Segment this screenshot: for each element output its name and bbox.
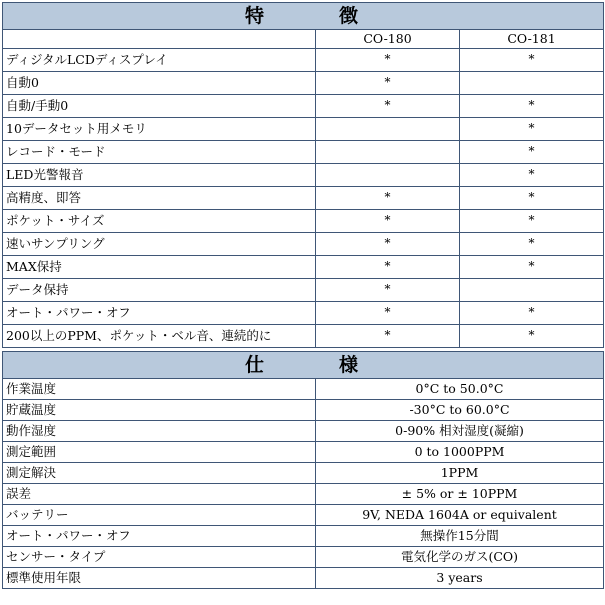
- spec-value: 0-90% 相対湿度(凝縮): [316, 421, 604, 442]
- feature-label: 自動/手動0: [3, 95, 316, 118]
- features-header-row: [3, 3, 604, 30]
- spec-value: -30°C to 60.0°C: [316, 400, 604, 421]
- spec-value: 0°C to 50.0°C: [316, 379, 604, 400]
- feature-row: [3, 256, 604, 279]
- specs-title: 仕 様: [3, 352, 604, 379]
- feature-mark-co180: *: [316, 72, 460, 95]
- spec-label: 貯蔵温度: [3, 400, 316, 421]
- spec-row: [3, 484, 604, 505]
- feature-row: [3, 210, 604, 233]
- spec-row: [3, 568, 604, 589]
- spec-row: [3, 505, 604, 526]
- feature-mark-co181: *: [460, 141, 604, 164]
- feature-mark-co181: [460, 72, 604, 95]
- feature-row: [3, 118, 604, 141]
- feature-mark-co180: [316, 141, 460, 164]
- feature-mark-co181: *: [460, 233, 604, 256]
- feature-mark-co181: *: [460, 302, 604, 325]
- spec-row: [3, 421, 604, 442]
- feature-label: LED光警報音: [3, 164, 316, 187]
- spec-label: 作業温度: [3, 379, 316, 400]
- spec-value: 電気化学のガス(CO): [316, 547, 604, 568]
- spec-label: バッテリー: [3, 505, 316, 526]
- spec-row: [3, 379, 604, 400]
- feature-label: レコード・モード: [3, 141, 316, 164]
- feature-mark-co181: *: [460, 164, 604, 187]
- column-header-co181: CO-181: [460, 30, 604, 49]
- spec-row: [3, 547, 604, 568]
- feature-label: データ保持: [3, 279, 316, 302]
- spec-value: 1PPM: [316, 463, 604, 484]
- features-column-header-row: [3, 30, 604, 49]
- feature-mark-co180: *: [316, 279, 460, 302]
- feature-mark-co180: *: [316, 95, 460, 118]
- feature-label: MAX保持: [3, 256, 316, 279]
- spec-value: 0 to 1000PPM: [316, 442, 604, 463]
- feature-label: 自動0: [3, 72, 316, 95]
- features-title: 特 徴: [3, 3, 604, 30]
- feature-label: オート・パワー・オフ: [3, 302, 316, 325]
- spec-label: センサー・タイプ: [3, 547, 316, 568]
- feature-mark-co180: *: [316, 49, 460, 72]
- spec-label: 動作湿度: [3, 421, 316, 442]
- feature-mark-co181: *: [460, 118, 604, 141]
- feature-mark-co181: [460, 279, 604, 302]
- specs-header-row: [3, 352, 604, 379]
- spec-row: [3, 463, 604, 484]
- feature-mark-co180: [316, 118, 460, 141]
- spec-value: 3 years: [316, 568, 604, 589]
- features-table: [2, 2, 604, 348]
- feature-row: [3, 95, 604, 118]
- feature-row: [3, 164, 604, 187]
- feature-mark-co180: *: [316, 233, 460, 256]
- specs-table: [2, 351, 604, 589]
- spec-value: 無操作15分間: [316, 526, 604, 547]
- feature-mark-co181: *: [460, 49, 604, 72]
- feature-mark-co181: *: [460, 256, 604, 279]
- spec-row: [3, 400, 604, 421]
- feature-label: ポケット・サイズ: [3, 210, 316, 233]
- spec-row: [3, 526, 604, 547]
- feature-row: [3, 187, 604, 210]
- feature-mark-co181: *: [460, 187, 604, 210]
- feature-label: 200以上のPPM、ポケット・ベル音、連続的に: [3, 325, 316, 348]
- spec-label: 測定解決: [3, 463, 316, 484]
- spec-label: 標準使用年限: [3, 568, 316, 589]
- feature-mark-co181: *: [460, 325, 604, 348]
- spec-value: 9V, NEDA 1604A or equivalent: [316, 505, 604, 526]
- feature-row: [3, 279, 604, 302]
- feature-row: [3, 325, 604, 348]
- feature-row: [3, 49, 604, 72]
- feature-mark-co181: *: [460, 95, 604, 118]
- feature-row: [3, 141, 604, 164]
- feature-mark-co180: *: [316, 256, 460, 279]
- spec-label: 誤差: [3, 484, 316, 505]
- column-header-co180: CO-180: [316, 30, 460, 49]
- feature-label: ディジタルLCDディスプレイ: [3, 49, 316, 72]
- spec-row: [3, 442, 604, 463]
- feature-row: [3, 302, 604, 325]
- spec-label: 測定範囲: [3, 442, 316, 463]
- blank-header-cell: [3, 30, 316, 49]
- feature-mark-co180: *: [316, 302, 460, 325]
- feature-mark-co180: *: [316, 187, 460, 210]
- feature-label: 速いサンプリング: [3, 233, 316, 256]
- spec-value: ± 5% or ± 10PPM: [316, 484, 604, 505]
- spec-label: オート・パワー・オフ: [3, 526, 316, 547]
- feature-row: [3, 233, 604, 256]
- spec-sheet: [2, 2, 603, 589]
- feature-mark-co180: *: [316, 325, 460, 348]
- feature-mark-co181: *: [460, 210, 604, 233]
- feature-mark-co180: [316, 164, 460, 187]
- feature-row: [3, 72, 604, 95]
- feature-label: 10データセット用メモリ: [3, 118, 316, 141]
- feature-label: 高精度、即答: [3, 187, 316, 210]
- feature-mark-co180: *: [316, 210, 460, 233]
